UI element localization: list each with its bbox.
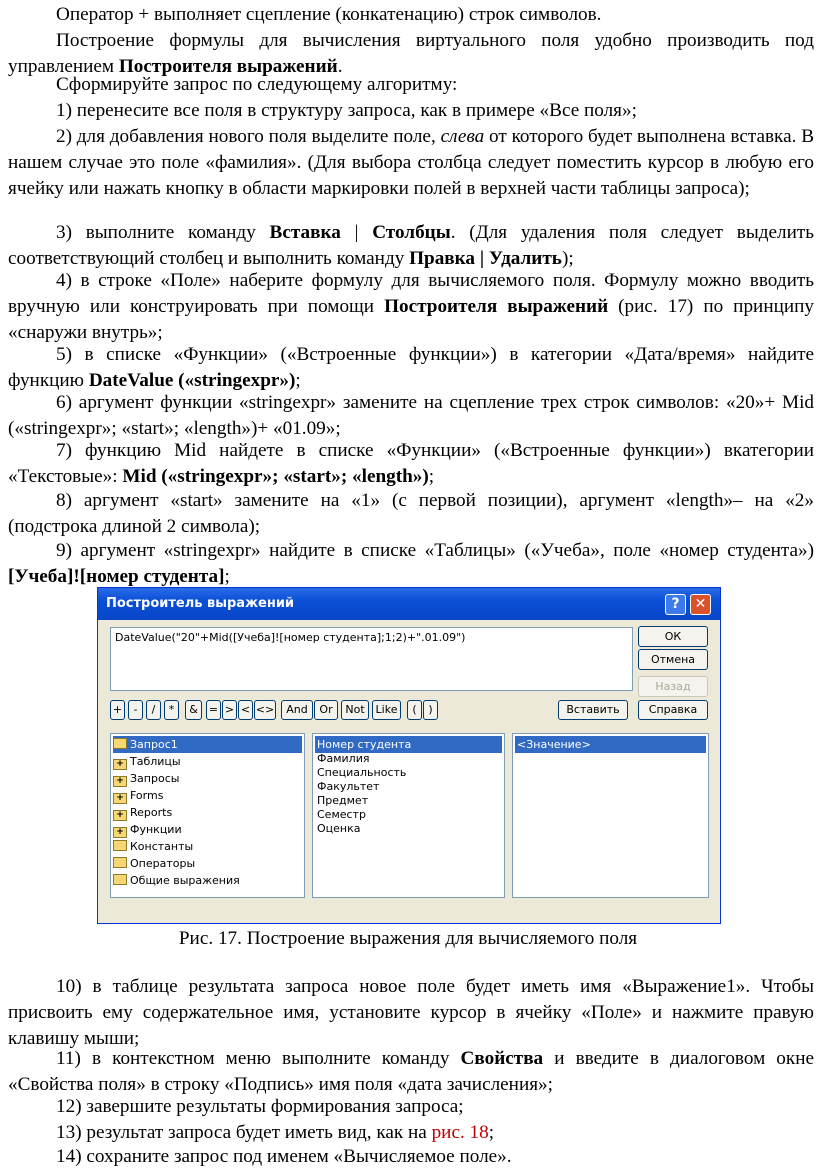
close-icon[interactable]: ✕ (690, 594, 711, 615)
step-1: 1) перенесите все поля в структуру запроса, как в примере «Все поля»; (56, 100, 637, 121)
op-less-button[interactable]: < (238, 700, 253, 720)
step-8: 8) аргумент «start» замените на «1» (с первой позиции), аргумент «length»– на «2» (подстрока длиной 2 символа); (8, 490, 814, 537)
op-minus-button[interactable]: - (128, 700, 143, 720)
figure-18-link[interactable]: рис. 18 (431, 1122, 489, 1143)
field-item[interactable]: Семестр (317, 808, 366, 821)
op-not-button[interactable]: Not (341, 700, 369, 720)
tree-item-forms[interactable]: + Forms (113, 787, 163, 804)
title-bar[interactable] (98, 588, 720, 620)
value-item[interactable]: <Значение> (515, 736, 706, 753)
op-equal-button[interactable]: = (206, 700, 221, 720)
field-item[interactable]: Оценка (317, 822, 361, 835)
tree-item-query1[interactable]: Запрос1 (113, 736, 302, 753)
paragraph-concat: Оператор + выполняет сцепление (конкатенацию) строк символов. (56, 4, 602, 25)
paragraph-algorithm: Сформируйте запрос по следующему алгоритму: (56, 74, 458, 95)
field-item[interactable]: Факультет (317, 780, 380, 793)
tree-item-functions[interactable]: + Функции (113, 821, 182, 838)
step-9: 9) аргумент «stringexpr» найдите в списке «Таблицы» («Учеба», поле «номер студента») [Учеба]![номер студента]; (8, 540, 814, 587)
fields-list[interactable] (312, 733, 505, 898)
back-button[interactable]: Назад (638, 676, 708, 697)
field-item[interactable]: Номер студента (315, 736, 502, 753)
op-and-button[interactable]: And (281, 700, 313, 720)
step-11: 11) в контекстном меню выполните команду Свойства и введите в диалоговом окне «Свойства поля» в строку «Подпись» имя поля «дата зачисления»; (8, 1048, 814, 1095)
tree-item-reports[interactable]: + Reports (113, 804, 172, 821)
step-5: 5) в списке «Функции» («Встроенные функции») в категории «Дата/время» найдите функцию DateValue («stringexpr»); (8, 344, 814, 391)
objects-tree[interactable] (110, 733, 305, 898)
ok-button[interactable]: ОК (638, 626, 708, 647)
tree-item-tables[interactable]: + Таблицы (113, 753, 181, 770)
step-12: 12) завершите результаты формирования запроса; (56, 1096, 464, 1117)
step-4: 4) в строке «Поле» наберите формулу для вычисляемого поля. Формулу можно вводить вручную или конструировать при помощи Построителя выражений (рис. 17) по принципу «снаружи внутрь»; (8, 270, 814, 343)
step-13: 13) результат запроса будет иметь вид, как на рис. 18; (56, 1122, 495, 1143)
op-like-button[interactable]: Like (372, 700, 401, 720)
op-greater-button[interactable]: > (222, 700, 237, 720)
op-close-paren-button[interactable]: ) (423, 700, 438, 720)
step-6: 6) аргумент функции «stringexpr» замените на сцепление трех строк символов: «20»+ Mid («stringexpr»; «start»; «length»)+ «01.09»; (8, 392, 814, 439)
help-icon[interactable]: ? (665, 594, 686, 615)
folder-plus-icon: + (113, 827, 127, 838)
folder-plus-icon: + (113, 776, 127, 787)
op-plus-button[interactable]: + (110, 700, 125, 720)
field-item[interactable]: Предмет (317, 794, 369, 807)
folder-icon (113, 857, 127, 868)
step-2: 2) для добавления нового поля выделите поле, слева от которого будет выполнена вставка. В нашем случае это поле «фамилия». (Для выбора столбца следует поместить курсор в любую его ячейку или нажать кнопку в области маркировки полей в верхней части таблицы запроса); (8, 126, 814, 199)
folder-open-icon (113, 738, 127, 749)
help-button[interactable]: Справка (638, 700, 708, 720)
op-or-button[interactable]: Or (314, 700, 338, 720)
op-multiply-button[interactable]: * (164, 700, 179, 720)
dialog-title: Построитель выражений (106, 596, 295, 611)
tree-item-constants[interactable]: Константы (113, 838, 193, 855)
op-concat-button[interactable]: & (185, 700, 202, 720)
field-item[interactable]: Специальность (317, 766, 407, 779)
folder-plus-icon: + (113, 793, 127, 804)
tree-item-queries[interactable]: + Запросы (113, 770, 179, 787)
cancel-button[interactable]: Отмена (638, 649, 708, 670)
folder-plus-icon: + (113, 759, 127, 770)
op-divide-button[interactable]: / (146, 700, 161, 720)
step-14: 14) сохраните запрос под именем «Вычисляемое поле». (56, 1146, 512, 1167)
values-list[interactable] (512, 733, 709, 898)
folder-icon (113, 874, 127, 885)
bold-term: Построителя выражений (118, 56, 338, 77)
figure-caption: Рис. 17. Построение выражения для вычисляемого поля (178, 928, 638, 949)
expression-builder-dialog (97, 587, 721, 924)
folder-plus-icon: + (113, 810, 127, 821)
insert-button[interactable]: Вставить (558, 700, 628, 720)
step-7: 7) функцию Mid найдете в списке «Функции» («Встроенные функции») вкатегории «Текстовые»: Mid («stringexpr»; «start»; «length»); (8, 440, 814, 487)
paragraph-builder-intro: Построение формулы для вычисления виртуального поля удобно производить под управлением Построителя выражений. (8, 30, 814, 77)
step-3: 3) выполните команду Вставка | Столбцы. (Для удаления поля следует выделить соответствующий столбец и выполнить команду Правка | Удалить); (8, 222, 814, 269)
tree-item-common-expressions[interactable]: Общие выражения (113, 872, 240, 889)
op-notequal-button[interactable]: <> (254, 700, 276, 720)
step-10: 10) в таблице результата запроса новое поле будет иметь имя «Выражение1». Чтобы присвоить ему содержательное имя, установите курсор в ячейку «Поле» и нажмите правую клавишу мыши; (8, 976, 814, 1049)
expression-input[interactable]: DateValue("20"+Mid([Учеба]![номер студента];1;2)+".01.09") (110, 627, 633, 691)
folder-icon (113, 840, 127, 851)
op-open-paren-button[interactable]: ( (407, 700, 422, 720)
tree-item-operators[interactable]: Операторы (113, 855, 195, 872)
field-item[interactable]: Фамилия (317, 752, 370, 765)
